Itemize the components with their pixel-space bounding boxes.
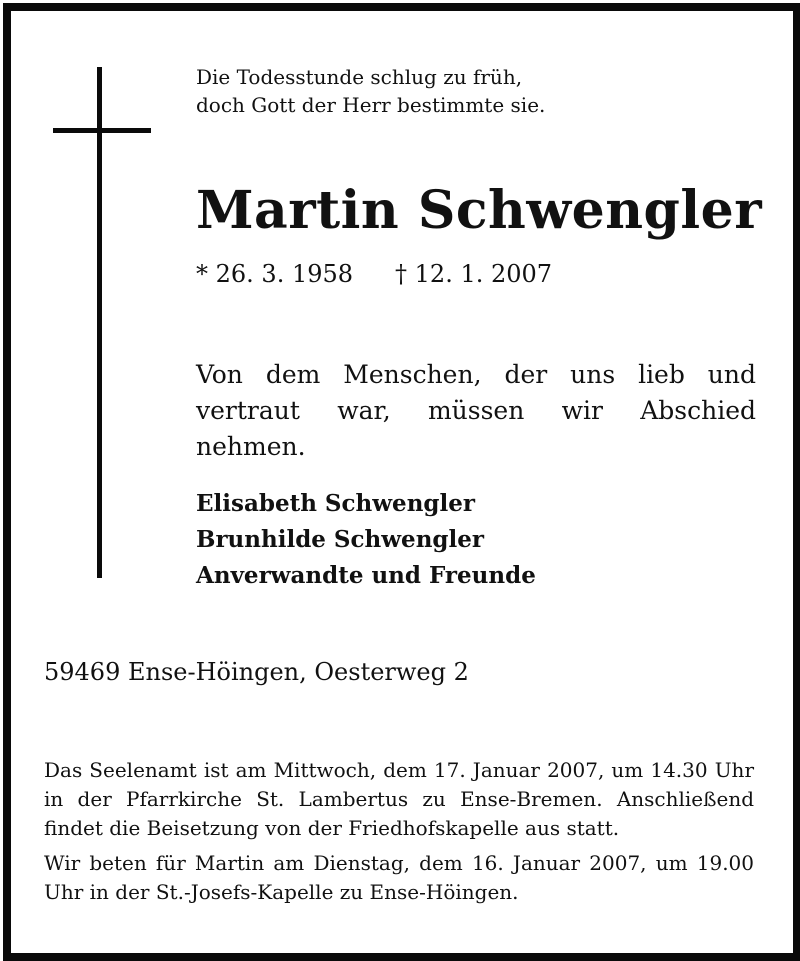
service-details bbox=[44, 756, 754, 907]
farewell-text: Von dem Menschen, der uns lieb und vertraut war, müssen wir Abschied nehmen. bbox=[196, 360, 756, 461]
mourners-list bbox=[196, 486, 536, 594]
requiem-info: Das Seelenamt ist am Mittwoch, dem 17. Januar 2007, um 14.30 Uhr in der Pfarrkirche St. Lambertus zu Ense-Bremen. Anschließend findet die Beisetzung von der Friedhofskapelle aus statt. bbox=[44, 758, 754, 840]
family-address: 59469 Ense-Höingen, Oesterweg 2 bbox=[44, 658, 469, 686]
verse-line-2: doch Gott der Herr bestimmte sie. bbox=[196, 93, 546, 117]
verse-line-1: Die Todesstunde schlug zu früh, bbox=[196, 65, 523, 89]
cross-vertical-bar bbox=[97, 67, 102, 578]
death-date: † 12. 1. 2007 bbox=[395, 260, 553, 288]
mourner-name: Brunhilde Schwengler bbox=[196, 526, 484, 553]
birth-date: * 26. 3. 1958 bbox=[196, 260, 354, 288]
deceased-name: Martin Schwengler bbox=[196, 180, 763, 241]
mourner-name: Elisabeth Schwengler bbox=[196, 490, 475, 517]
mourner-name: Anverwandte und Freunde bbox=[196, 562, 536, 589]
life-dates bbox=[196, 259, 552, 289]
memorial-verse bbox=[196, 63, 545, 119]
prayer-info: Wir beten für Martin am Dienstag, dem 16. Januar 2007, um 19.00 Uhr in der St.-Josefs-Kapelle zu Ense-Höingen. bbox=[44, 851, 754, 904]
cross-horizontal-bar bbox=[53, 128, 151, 133]
